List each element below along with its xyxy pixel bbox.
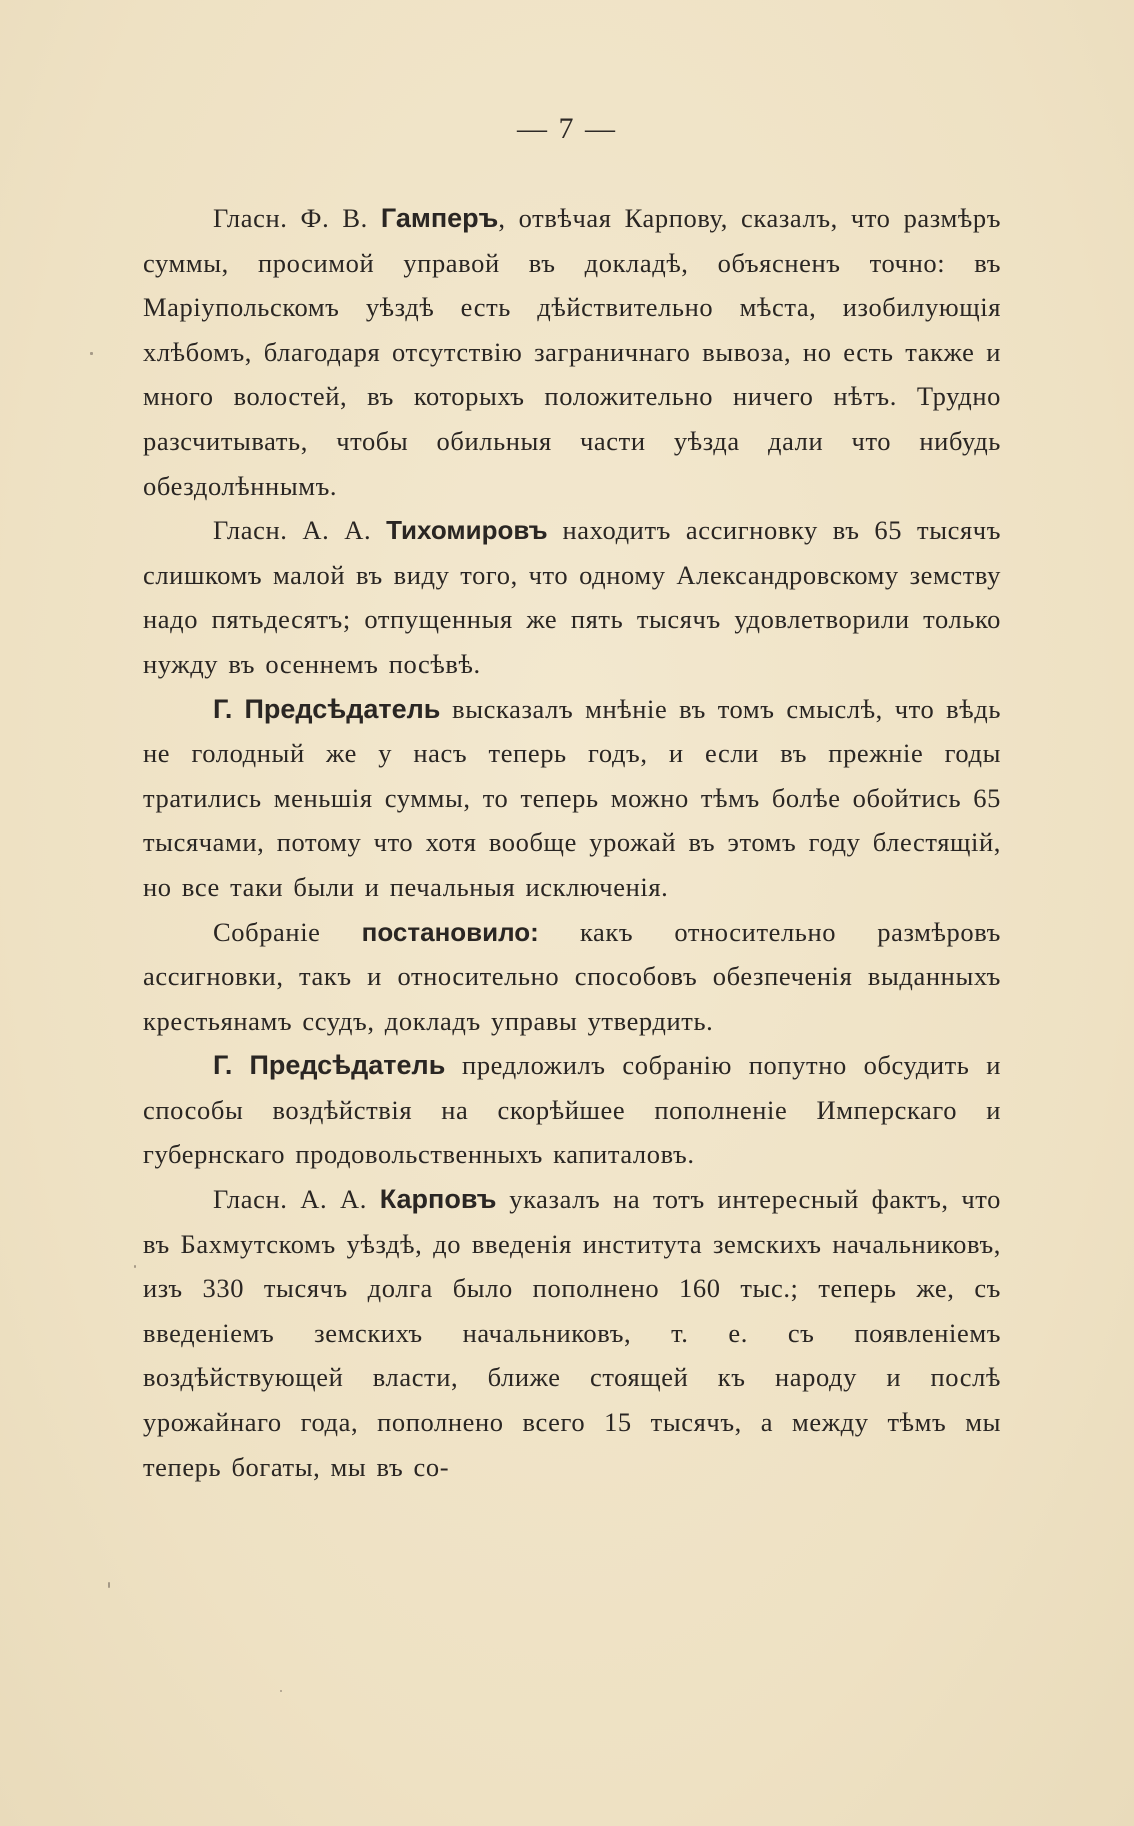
- paper-speck: [90, 352, 93, 355]
- speaker-name: Г. Предсѣдатель: [213, 693, 441, 724]
- speaker-name: Г. Предсѣдатель: [213, 1050, 446, 1081]
- paragraph-tikhomirov: [143, 508, 1001, 686]
- body-text: [143, 196, 1001, 1489]
- paragraph-text: высказалъ мнѣніе въ томъ смыслѣ, что вѣдь не голодный же у насъ теперь годъ, и если въ прежніе годы тратились меньшія суммы, то теперь можно тѣмъ болѣе обойтись 65 тысячами, потому что хотя вообще урожай въ этомъ году блестящій, но все таки были и печальныя исключенія.: [143, 693, 1002, 902]
- speaker-name: Гамперъ: [380, 203, 499, 233]
- paragraph-prefix: Гласн. А. А.: [213, 515, 387, 546]
- paper-speck: [134, 1265, 136, 1268]
- paragraph-gamper: [143, 196, 1001, 508]
- paragraph-text: какъ относительно размѣровъ ассигновки, такъ и относительно способовъ обезпеченія выданныхъ крестьянамъ ссудъ, докладъ управы утвердить.: [143, 916, 1001, 1036]
- paragraph-chairman-2: [143, 1043, 1001, 1177]
- paragraph-prefix: Собраніе: [213, 916, 362, 947]
- resolution-keyword: постановило:: [361, 916, 539, 947]
- paragraph-prefix: Гласн. А. А.: [213, 1184, 380, 1215]
- paragraph-text: , отвѣчая Карпову, сказалъ, что размѣръ суммы, просимой управой въ докладѣ, объясненъ точно: въ Маріупольскомъ уѣздѣ есть дѣйствительно мѣста, изобилующія хлѣбомъ, благодаря отсутствію заграничнаго вывоза, но есть также и много волостей, въ которыхъ положительно ничего нѣтъ. Трудно разсчитывать, чтобы обильныя части уѣзда дали что нибудь обездолѣннымъ.: [143, 203, 1001, 501]
- paragraph-resolution: [143, 910, 1001, 1044]
- paragraph-chairman-1: [143, 687, 1001, 910]
- paragraph-prefix: Гласн. Ф. В.: [213, 203, 381, 233]
- paragraph-text: предложилъ собранію попутно обсудить и способы воздѣйствія на скорѣйшее пополненіе Имперскаго и губернскаго продовольственныхъ капиталовъ.: [143, 1050, 1001, 1170]
- speaker-name: Тихомировъ: [386, 515, 548, 546]
- page-number: — 7 —: [517, 112, 617, 145]
- speaker-name: Карповъ: [379, 1184, 497, 1215]
- paragraph-karpov: [143, 1177, 1001, 1489]
- paragraph-text: находитъ ассигновку въ 65 тысячъ слишкомъ малой въ виду того, что одному Александровскому земству надо пятьдесятъ; отпущенныя же пять тысячъ удовлетворили только нужду въ осеннемъ посѣвѣ.: [143, 515, 1002, 679]
- paper-speck: [108, 1582, 110, 1588]
- paragraph-text: указалъ на тотъ интересный фактъ, что въ Бахмутскомъ уѣздѣ, до введенія института земскихъ начальниковъ, изъ 330 тысячъ долга было пополнено 160 тыс.; теперь же, съ введеніемъ земскихъ начальниковъ, т. е. съ появленіемъ воздѣйствующей власти, ближе стоящей къ народу и послѣ урожайнаго года, пополнено всего 15 тысячъ, а между тѣмъ мы теперь богаты, мы въ со-: [143, 1184, 1001, 1482]
- paper-speck: [280, 1690, 282, 1692]
